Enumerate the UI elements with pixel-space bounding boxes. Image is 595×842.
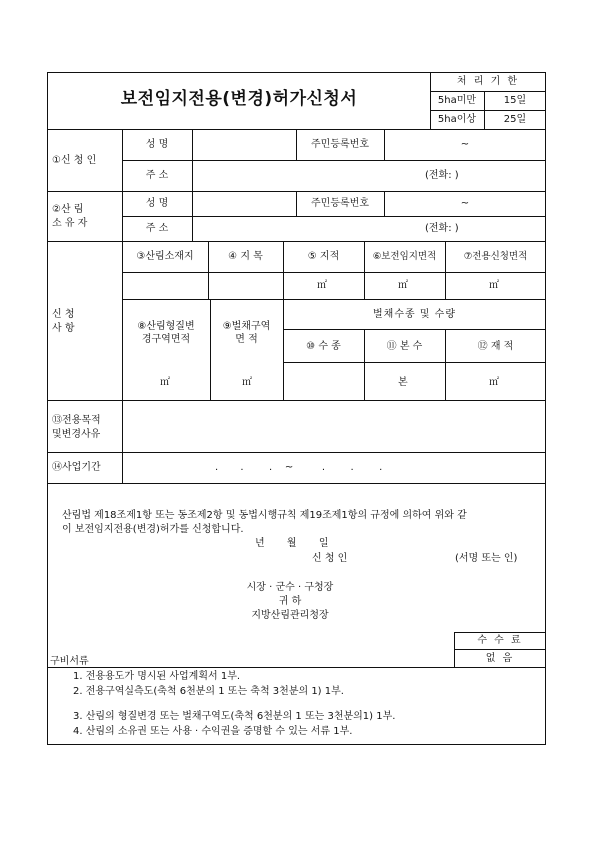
purpose-field[interactable] — [123, 401, 545, 451]
purpose-label-line2: 및변경사유 — [52, 429, 101, 440]
declaration-line2: 이 보전임지전용(변경)허가를 신청합니다. — [62, 524, 244, 535]
period-over-5ha-label: 5ha이상 — [437, 114, 477, 125]
applicant-phone-field[interactable]: (전화: ) — [425, 170, 459, 181]
col-parcel-area: ⑤ 지적 — [307, 251, 340, 262]
col-species: ⑩ 수 종 — [306, 341, 341, 352]
declaration-applicant: 신 청 인 — [312, 553, 348, 564]
divider — [283, 329, 546, 330]
col-alteration-area-line1: ⑧산림형질변 — [137, 321, 195, 332]
logging-species-header: 벌채수종 및 수량 — [373, 309, 456, 320]
divider — [122, 299, 546, 300]
recipient-honorific: 귀 하 — [278, 596, 302, 607]
owner-name-label: 성 명 — [145, 198, 169, 209]
divider — [47, 241, 546, 242]
species-field[interactable] — [284, 363, 363, 399]
parcel-area-unit: ㎡ — [317, 280, 327, 291]
request-label-line2: 사 항 — [52, 323, 75, 334]
project-period-label: ⑭사업기간 — [52, 462, 101, 473]
owner-reg-field[interactable]: ~ — [460, 198, 470, 209]
col-volume: ⑫ 재 적 — [477, 341, 514, 352]
divider — [445, 329, 446, 400]
col-conversion-area: ⑦전용신청면적 — [463, 251, 528, 262]
divider — [210, 299, 211, 400]
owner-address-field[interactable] — [193, 217, 423, 240]
divider — [445, 241, 446, 299]
applicant-reg-field[interactable]: ~ — [460, 139, 470, 150]
owner-label-line2: 소 유 자 — [52, 218, 88, 229]
col-reserve-area: ⑥보전임지면적 — [372, 251, 437, 262]
applicant-address-field[interactable] — [193, 161, 423, 190]
count-unit: 본 — [398, 377, 408, 388]
divider — [430, 91, 546, 92]
divider — [47, 452, 546, 453]
col-alteration-area-line2: 경구역면적 — [141, 334, 191, 345]
document-item: 2. 전용구역실측도(축척 6천분의 1 또는 축척 3천분의 1) 1부. — [73, 686, 344, 697]
col-count: ⑪ 본 수 — [386, 341, 423, 352]
owner-label-line1: ②산 림 — [52, 204, 84, 215]
owner-reg-label: 주민등록번호 — [311, 198, 369, 209]
col-forest-location: ③산림소재지 — [136, 251, 194, 262]
processing-period-header: 처 리 기 한 — [456, 76, 520, 87]
divider — [430, 110, 546, 111]
forest-location-field[interactable] — [123, 273, 207, 298]
purpose-label-line1: ⑬전용목적 — [52, 415, 101, 426]
project-period-field[interactable]: . . . ~ . . . — [215, 462, 383, 473]
declaration-date[interactable]: 년 월 일 — [255, 538, 329, 549]
col-land-category: ④ 지 목 — [228, 251, 263, 262]
divider — [47, 483, 546, 484]
applicant-label: ①신 청 인 — [52, 155, 97, 166]
document-item: 1. 전용용도가 명시된 사업계획서 1부. — [73, 671, 241, 682]
divider — [454, 649, 546, 650]
fee-value: 없 음 — [485, 653, 515, 664]
owner-name-field[interactable] — [193, 192, 295, 215]
request-label-line1: 신 청 — [52, 309, 75, 320]
applicant-reg-label: 주민등록번호 — [311, 139, 369, 150]
divider — [364, 241, 365, 299]
fee-header: 수 수 료 — [477, 635, 523, 646]
form-title: 보전임지전용(변경)허가신청서 — [120, 89, 358, 109]
alteration-area-unit: ㎡ — [160, 377, 170, 388]
conversion-area-unit: ㎡ — [489, 280, 499, 291]
land-category-field[interactable] — [209, 273, 282, 298]
applicant-name-field[interactable] — [193, 130, 295, 159]
logging-area-unit: ㎡ — [242, 377, 252, 388]
period-over-5ha-value: 25일 — [503, 114, 527, 125]
volume-unit: ㎡ — [489, 377, 499, 388]
documents-header: 구비서류 — [50, 656, 89, 667]
reserve-area-unit: ㎡ — [398, 280, 408, 291]
declaration-line1: 산림법 제18조제1항 또는 동조제2항 및 동법시행규칙 제19조제1항의 규정에 의하여 위와 같 — [62, 510, 467, 521]
owner-phone-field[interactable]: (전화: ) — [425, 223, 459, 234]
recipient-forest-office: 지방산림관리청장 — [251, 610, 329, 621]
divider — [364, 329, 365, 400]
applicant-address-label: 주 소 — [145, 170, 169, 181]
period-under-5ha-value: 15일 — [503, 95, 527, 106]
divider — [47, 667, 546, 668]
signature-field[interactable]: (서명 또는 인) — [455, 553, 518, 564]
col-logging-area-line2: 면 적 — [235, 334, 258, 345]
applicant-name-label: 성 명 — [145, 139, 169, 150]
col-logging-area-line1: ⑨벌채구역 — [222, 321, 271, 332]
document-item: 4. 산림의 소유권 또는 사용 · 수익권을 증명할 수 있는 서류 1부. — [73, 726, 353, 737]
owner-address-label: 주 소 — [145, 223, 169, 234]
document-item: 3. 산림의 형질변경 또는 벌채구역도(축척 6천분의 1 또는 3천분의1) 1부. — [73, 711, 396, 722]
recipient-mayor: 시장 · 군수 · 구청장 — [246, 582, 334, 593]
divider — [454, 632, 546, 633]
period-under-5ha-label: 5ha미만 — [437, 95, 477, 106]
